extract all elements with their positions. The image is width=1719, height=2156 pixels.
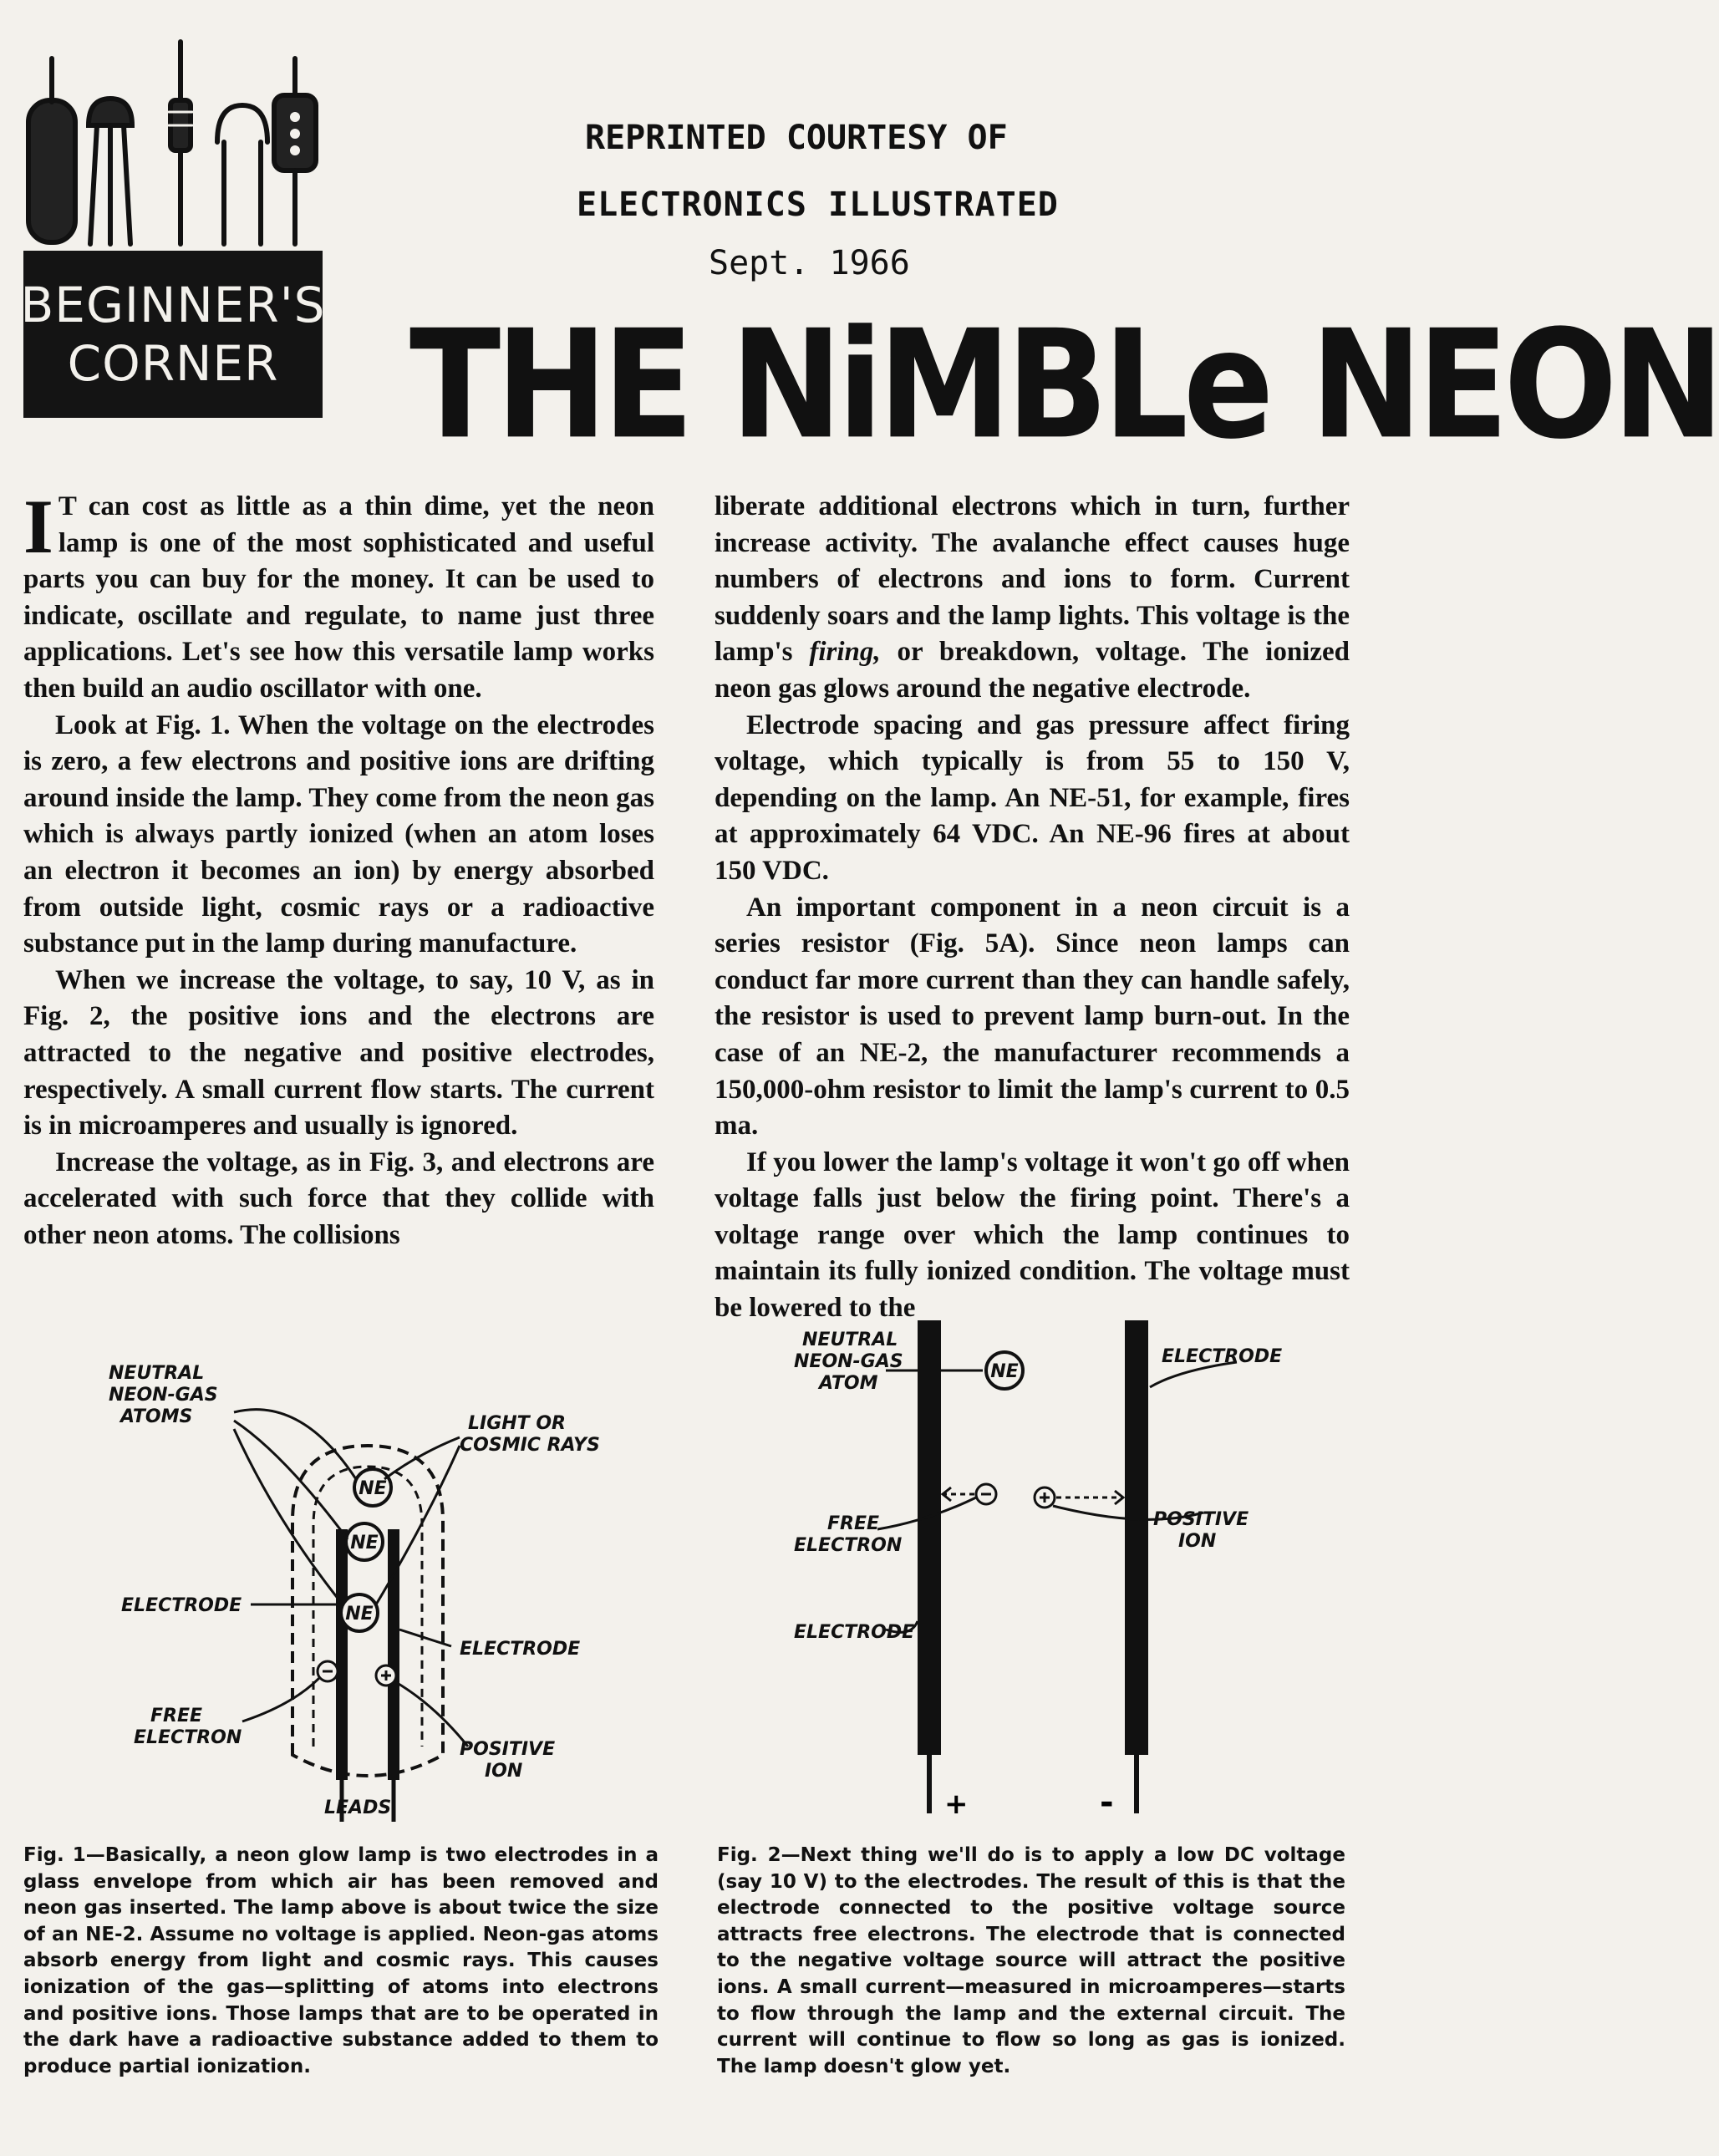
label-neutral-atom-3: ATOM bbox=[819, 1373, 878, 1394]
paragraph-1-text: T can cost as little as a thin dime, yet the neon lamp is one of the most sophisticated and useful parts you can buy for the money. It can be used to indicate, oscillate and regulate, to name just three applications. Let's see how this versatile lamp works then build an audio oscillator with one. bbox=[23, 491, 654, 704]
article-column-right bbox=[715, 489, 1350, 1327]
label-free-electron-2: ELECTRON bbox=[134, 1727, 242, 1748]
label-electrode-left: ELECTRODE bbox=[794, 1622, 915, 1643]
plus-terminal-label: + bbox=[944, 1787, 969, 1821]
svg-text:NE: NE bbox=[345, 1604, 374, 1625]
label-positive-ion-2: ION bbox=[1178, 1531, 1217, 1552]
badge-line-1: BEGINNER'S bbox=[20, 277, 326, 333]
label-positive-ion-1: POSITIVE bbox=[460, 1739, 556, 1760]
neon-atom bbox=[354, 1469, 391, 1506]
article-column-left bbox=[23, 484, 654, 1253]
label-neutral-atom-1: NEUTRAL bbox=[802, 1330, 898, 1350]
label-electrode-right: ELECTRODE bbox=[1162, 1346, 1283, 1367]
svg-text:NE: NE bbox=[350, 1533, 379, 1553]
label-electrode-right: ELECTRODE bbox=[460, 1639, 581, 1660]
paragraph-1 bbox=[23, 484, 654, 708]
label-leads: LEADS bbox=[324, 1798, 392, 1818]
figure-2-caption: Fig. 2—Next thing we'll do is to apply a low DC voltage (say 10 V) to the electrodes. The result of this is that the electrode connected to the positive voltage source attracts free electrons. The electrode that is connected to the negative voltage source will attract the positive ions. A small current—measured in microamperes—starts to flow through the lamp and the external circuit. The current will continue to flow so long as gas is ionized. The lamp doesn't glow yet. bbox=[717, 1844, 1345, 2077]
label-light-1: LIGHT OR bbox=[468, 1413, 566, 1434]
free-electron bbox=[976, 1484, 996, 1504]
drop-cap: I bbox=[23, 484, 53, 569]
courtesy-date: Sept. 1966 bbox=[709, 244, 910, 282]
components-illustration-icon bbox=[23, 25, 324, 267]
figure-1-caption: Fig. 1—Basically, a neon glow lamp is two electrodes in a glass envelope from which air has been removed and neon gas inserted. The lamp above is about twice the size of an NE-2. Assume no voltage is applied. Neon-gas atoms absorb energy from light and cosmic rays. This causes ionization of the gas—splitting of atoms into electrons and positive ions. Those lamps that are to be operated in the dark have a radioactive substance added to them to produce partial ionization. bbox=[23, 1844, 659, 2077]
paragraph-5-text-a: liberate additional electrons which in turn, further increase activity. The avalanche effect causes huge numbers of electrons and ions to form. Current suddenly soars and the lamp lights. This voltage is the lamp's bbox=[715, 491, 1350, 668]
label-neutral-atom-2: NEON-GAS bbox=[794, 1351, 903, 1372]
paragraph-7: An important component in a neon circuit is a series resistor (Fig. 5A). Since neon lamps can conduct far more current than they can handle safely, the resistor is used to prevent lamp burn-out. In the case of an NE-2, the manufacturer recommends a 150,000-ohm resistor to limit the lamp's current to 0.5 ma. bbox=[715, 892, 1350, 1142]
paragraph-3: When we increase the voltage, to say, 10 V, as in Fig. 2, the positive ions and the electrons are attracted to the negative and positive electrodes, respectively. A small current flow starts. The current is in microamperes and usually is ignored. bbox=[23, 964, 654, 1142]
free-electron bbox=[318, 1661, 338, 1681]
svg-text:NE: NE bbox=[359, 1478, 387, 1499]
paragraph-5-emphasis: firing, bbox=[809, 637, 881, 668]
label-light-2: COSMIC RAYS bbox=[460, 1435, 600, 1456]
label-positive-ion-2: ION bbox=[485, 1761, 523, 1782]
left-electrode bbox=[336, 1529, 348, 1780]
label-neutral-atoms-2: NEON-GAS bbox=[109, 1385, 218, 1406]
label-free-electron-2: ELECTRON bbox=[794, 1535, 903, 1556]
label-neutral-atoms-1: NEUTRAL bbox=[109, 1363, 205, 1384]
figure-2-voltage-diagram bbox=[786, 1312, 1337, 1830]
paragraph-2: Look at Fig. 1. When the voltage on the electrodes is zero, a few electrons and positive ions are drifting around inside the lamp. They come from the neon gas which is always partly ionized (when an atom loses an electron it becomes an ion) by energy absorbed from outside light, cosmic rays or a radioactive substance put in the lamp during manufacture. bbox=[23, 709, 654, 959]
article-headline: THE NiMBLe NEON bbox=[409, 297, 1719, 472]
neon-atom bbox=[986, 1352, 1023, 1389]
beginners-corner-badge bbox=[20, 251, 326, 418]
positive-electrode bbox=[918, 1320, 941, 1755]
paragraph-4: Increase the voltage, as in Fig. 3, and electrons are accelerated with such force that they collide with other neon atoms. The collisions bbox=[23, 1147, 654, 1250]
positive-ion bbox=[1035, 1487, 1055, 1508]
courtesy-line-2: ELECTRONICS ILLUSTRATED bbox=[577, 186, 1059, 224]
neon-atom bbox=[346, 1523, 383, 1560]
label-free-electron-1: FREE bbox=[150, 1706, 203, 1726]
positive-ion bbox=[376, 1665, 396, 1686]
negative-electrode bbox=[1125, 1320, 1148, 1755]
neon-atom bbox=[341, 1594, 378, 1631]
badge-line-2: CORNER bbox=[67, 335, 279, 392]
label-free-electron-1: FREE bbox=[827, 1513, 880, 1534]
minus-terminal-label: - bbox=[1100, 1783, 1114, 1822]
paragraph-5-text-b: or breakdown, voltage. The ionized neon gas glows around the negative electrode. bbox=[715, 637, 1350, 704]
label-positive-ion-1: POSITIVE bbox=[1153, 1509, 1249, 1530]
label-neutral-atoms-3: ATOMS bbox=[120, 1406, 193, 1427]
figure-1-neon-lamp-diagram bbox=[100, 1354, 685, 1822]
paragraph-5 bbox=[715, 489, 1350, 708]
svg-text:NE: NE bbox=[990, 1361, 1019, 1382]
paragraph-6: Electrode spacing and gas pressure affect firing voltage, which typically is from 55 to 150 V, depending on the lamp. An NE-51, for example, fires at approximately 64 VDC. An NE-96 fires at about 150 VDC. bbox=[715, 709, 1350, 886]
label-electrode-left: ELECTRODE bbox=[121, 1595, 242, 1616]
paragraph-8: If you lower the lamp's voltage it won't go off when voltage falls just below the firing point. There's a voltage range over which the lamp continues to maintain its fully ionized condition. The voltage must be lowered to the bbox=[715, 1147, 1350, 1324]
courtesy-line-1: REPRINTED COURTESY OF bbox=[585, 119, 1008, 157]
